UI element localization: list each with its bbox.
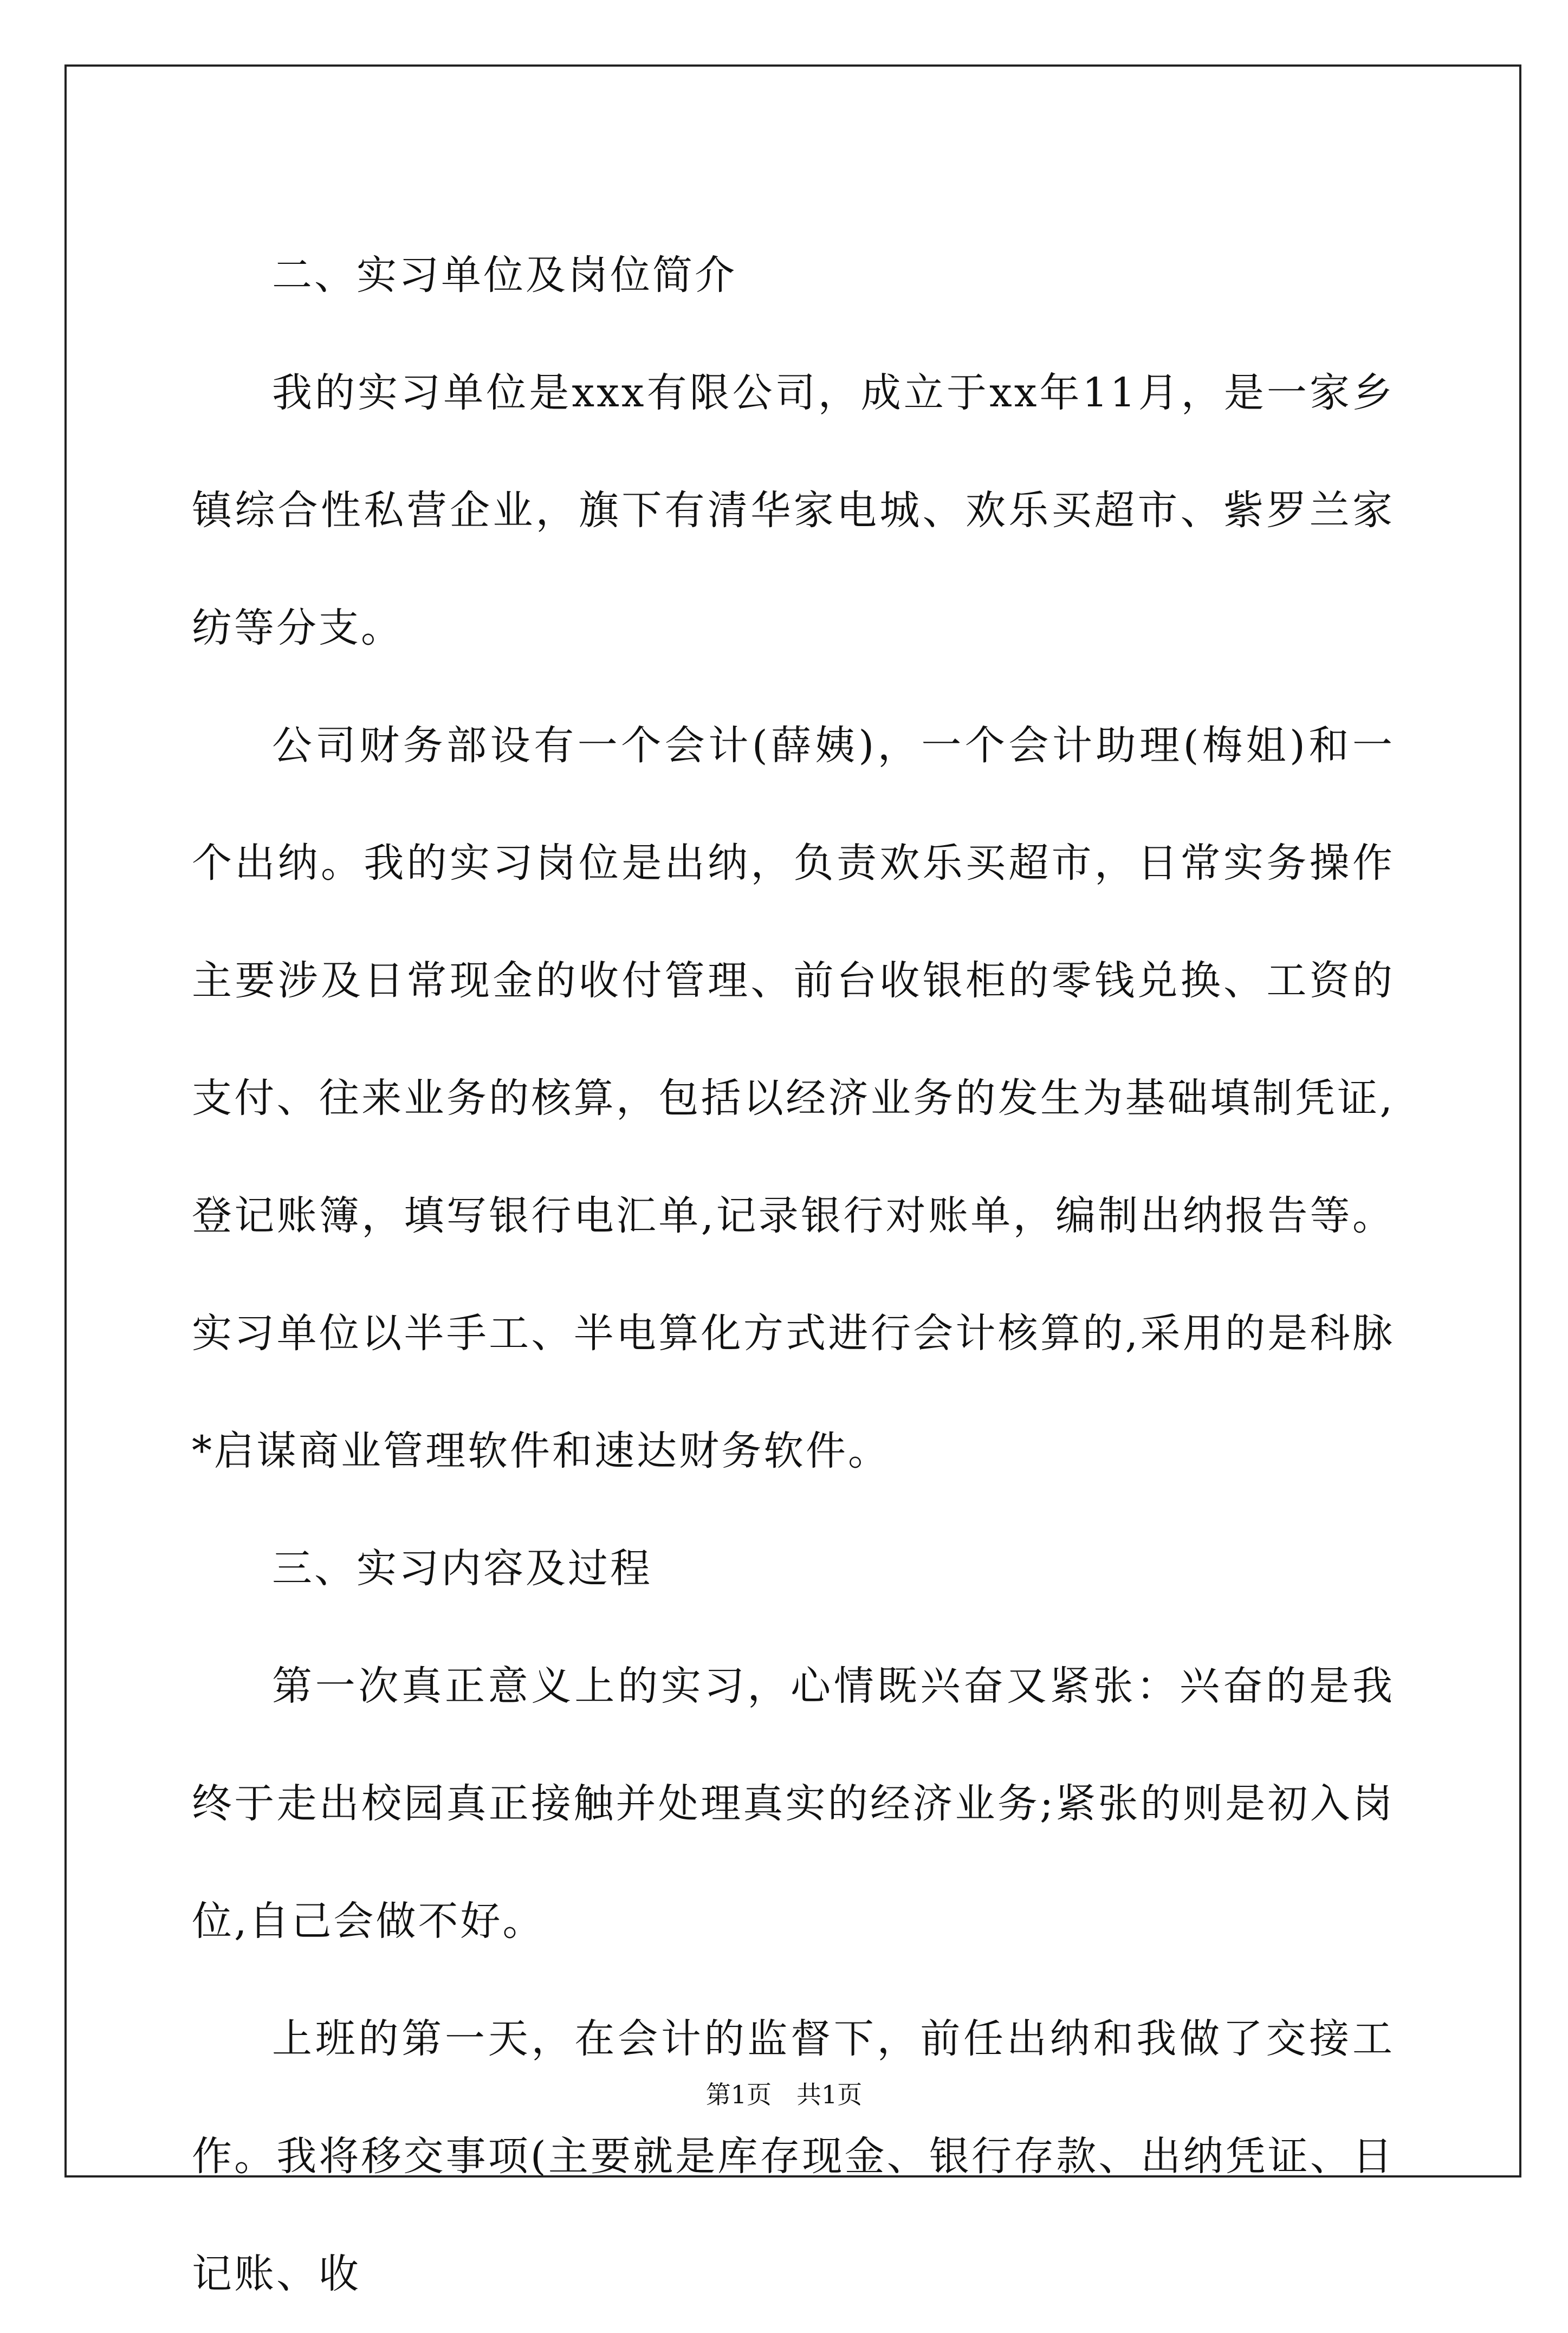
page-number: 第1页 [705, 2080, 772, 2109]
paragraph-first-day: 上班的第一天，在会计的监督下，前任出纳和我做了交接工作。我将移交事项(主要就是库存现金、银行存款、出纳凭证、日记账、收 [192, 2016, 1395, 2297]
page-total: 共1页 [796, 2080, 863, 2109]
paragraph-company-intro: 我的实习单位是xxx有限公司，成立于xx年11月，是一家乡镇综合性私营企业，旗下有清华家电城、欢乐买超市、紫罗兰家纺等分支。 [192, 370, 1395, 651]
page-footer [0, 2078, 1568, 2111]
document-body [192, 217, 1395, 2333]
paragraph-finance-dept: 公司财务部设有一个会计(薛姨)，一个会计助理(梅姐)和一个出纳。我的实习岗位是出纳，负责欢乐买超市，日常实务操作主要涉及日常现金的收付管理、前台收银柜的零钱兑换、工资的支付、往来业务的核算，包括以经济业务的发生为基础填制凭证,登记账簿，填写银行电汇单,记录银行对账单，编制出纳报告等。实习单位以半手工、半电算化方式进行会计核算的,采用的是科脉*启谋商业管理软件和速达财务软件。 [192, 722, 1395, 1474]
section-heading-internship-content: 三、实习内容及过程 [272, 1545, 652, 1592]
paragraph-first-internship: 第一次真正意义上的实习，心情既兴奋又紧张：兴奋的是我终于走出校园真正接触并处理真实的经济业务;紧张的则是初入岗位,自己会做不好。 [192, 1663, 1395, 1945]
section-heading-unit-intro: 二、实习单位及岗位简介 [272, 252, 737, 299]
